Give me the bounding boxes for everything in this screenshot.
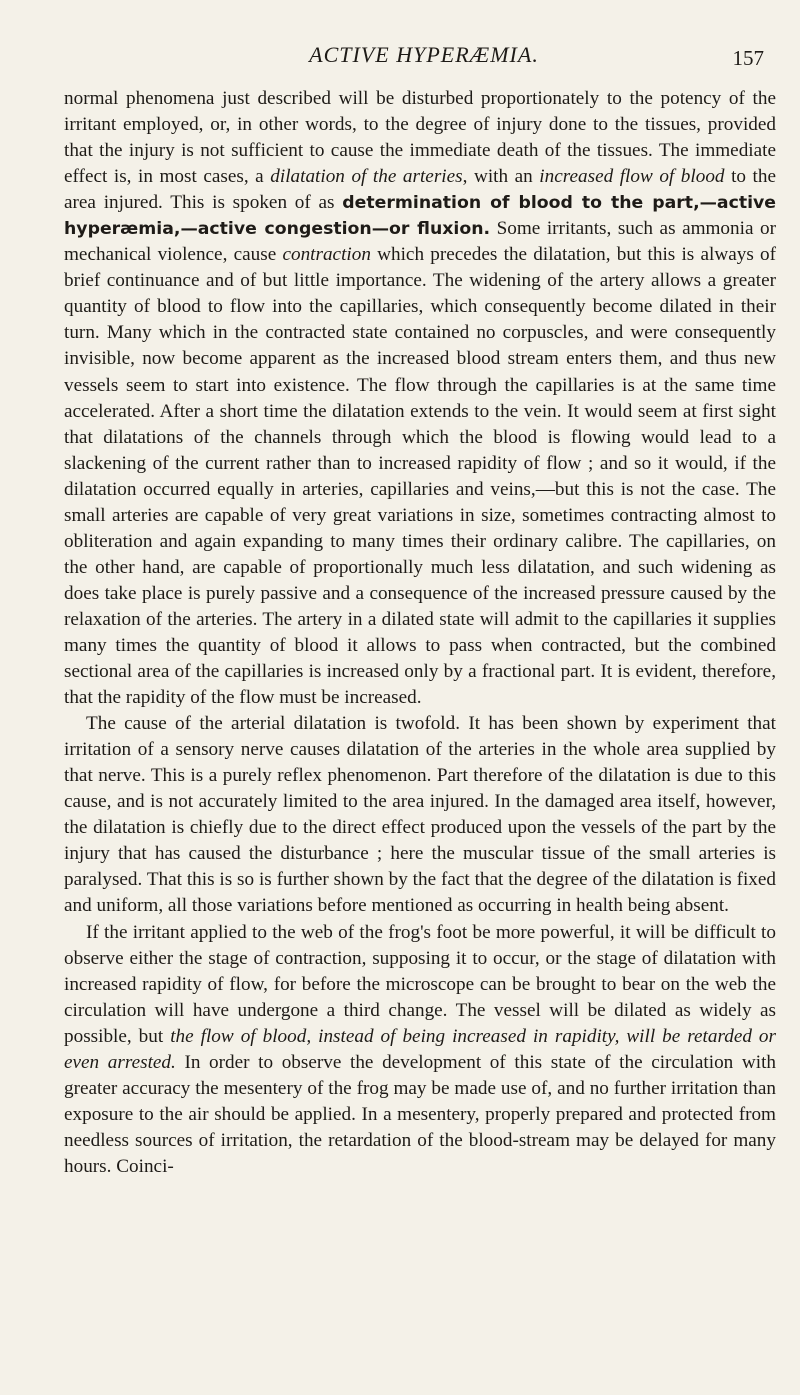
emphasis-text: the flow of blood, instead of being increased in rapidity, will be retarded or even arrested. xyxy=(64,1025,776,1073)
emphasis-text: contraction xyxy=(282,244,371,266)
page-header xyxy=(64,0,776,86)
page-number: 157 xyxy=(732,46,764,70)
text-run: If the irritant applied to the web of the frog's foot be more powerful, it will be difficult to observe either the stage of contraction, supposing it to occur, or the stage of dilatation with increased rapidity of flow, for before the microscope can be brought to bear on the web the circulation will have undergone a third change. The vessel will be dilated as widely as possible, but xyxy=(64,921,776,1047)
paragraph xyxy=(64,711,776,919)
emphasis-text: increased flow of blood xyxy=(539,166,725,188)
text-run: Some irritants, such as ammonia or mechanical violence, cause xyxy=(64,218,776,266)
paragraph xyxy=(64,920,776,1180)
emphasis-text: dilatation of the arteries xyxy=(270,166,463,188)
bold-term: determination of blood to the part,—active hyperæmia,—active congestion—or fluxion. xyxy=(64,193,776,240)
running-title: ACTIVE HYPERÆMIA. xyxy=(309,42,539,67)
text-run: The cause of the arterial dilatation is twofold. It has been shown by experiment that irritation of a sensory nerve causes dilatation of the arteries in the whole area supplied by that nerve. This is a purely reflex phenomenon. Part therefore of the dilatation is due to this cause, and is not accurately limited to the area injured. In the damaged area itself, however, the dilatation is chiefly due to the direct effect produced upon the vessels of the part by the injury that has caused the disturbance ; here the muscular tissue of the small arteries is paralysed. That this is so is further shown by the fact that the degree of the dilatation is fixed and uniform, all those variations before mentioned as occurring in health being absent. xyxy=(64,713,776,917)
text-run: to the area injured. This is spoken of as xyxy=(64,166,776,214)
text-run: which precedes the dilatation, but this is always of brief continuance and of but little importance. The widening of the artery allows a greater quantity of blood to flow into the capillaries, which consequently become dilated in their turn. Many which in the contracted state contained no corpuscles, and were consequently invisible, now become apparent as the increased blood stream enters them, and thus new vessels seem to start into existence. The flow through the capillaries is at the same time accelerated. After a short time the dilatation extends to the vein. It would seem at first sight that dilatations of the channels through which the blood is flowing would lead to a slackening of the current rather than to increased rapidity of flow ; and so it would, if the dilatation occurred equally in arteries, capillaries and veins,—but this is not the case. The small arteries are capable of very great variations in size, sometimes contracting almost to obliteration and again expanding to many times their ordinary calibre. The capillaries, on the other hand, are capable of proportionally much less dilatation, and such widening as does take place is purely passive and a consequence of the increased pressure caused by the relaxation of the arteries. The artery in a dilated state will admit to the capillaries it supplies many times the quantity of blood it allows to pass when contracted, but the combined sectional area of the capillaries is increased only by a fractional part. It is evident, therefore, that the rapidity of the flow must be increased. xyxy=(64,244,776,709)
text-run: , with an xyxy=(462,166,540,188)
paragraph xyxy=(64,86,776,711)
body-text xyxy=(64,86,776,1180)
text-run: In order to observe the development of this state of the circulation with greater accuracy the mesentery of the frog may be made use of, and no further irritation than exposure to the air should be applied. In a mesentery, properly prepared and protected from needless sources of irritation, the retardation of the blood-stream may be delayed for many hours. Coinci- xyxy=(64,1051,776,1177)
text-run: normal phenomena just described will be disturbed proportionately to the potency of the irritant employed, or, in other words, to the degree of injury done to the tissues, provided that the injury is not sufficient to cause the immediate death of the tissues. The immediate effect is, in most cases, a xyxy=(64,88,776,188)
